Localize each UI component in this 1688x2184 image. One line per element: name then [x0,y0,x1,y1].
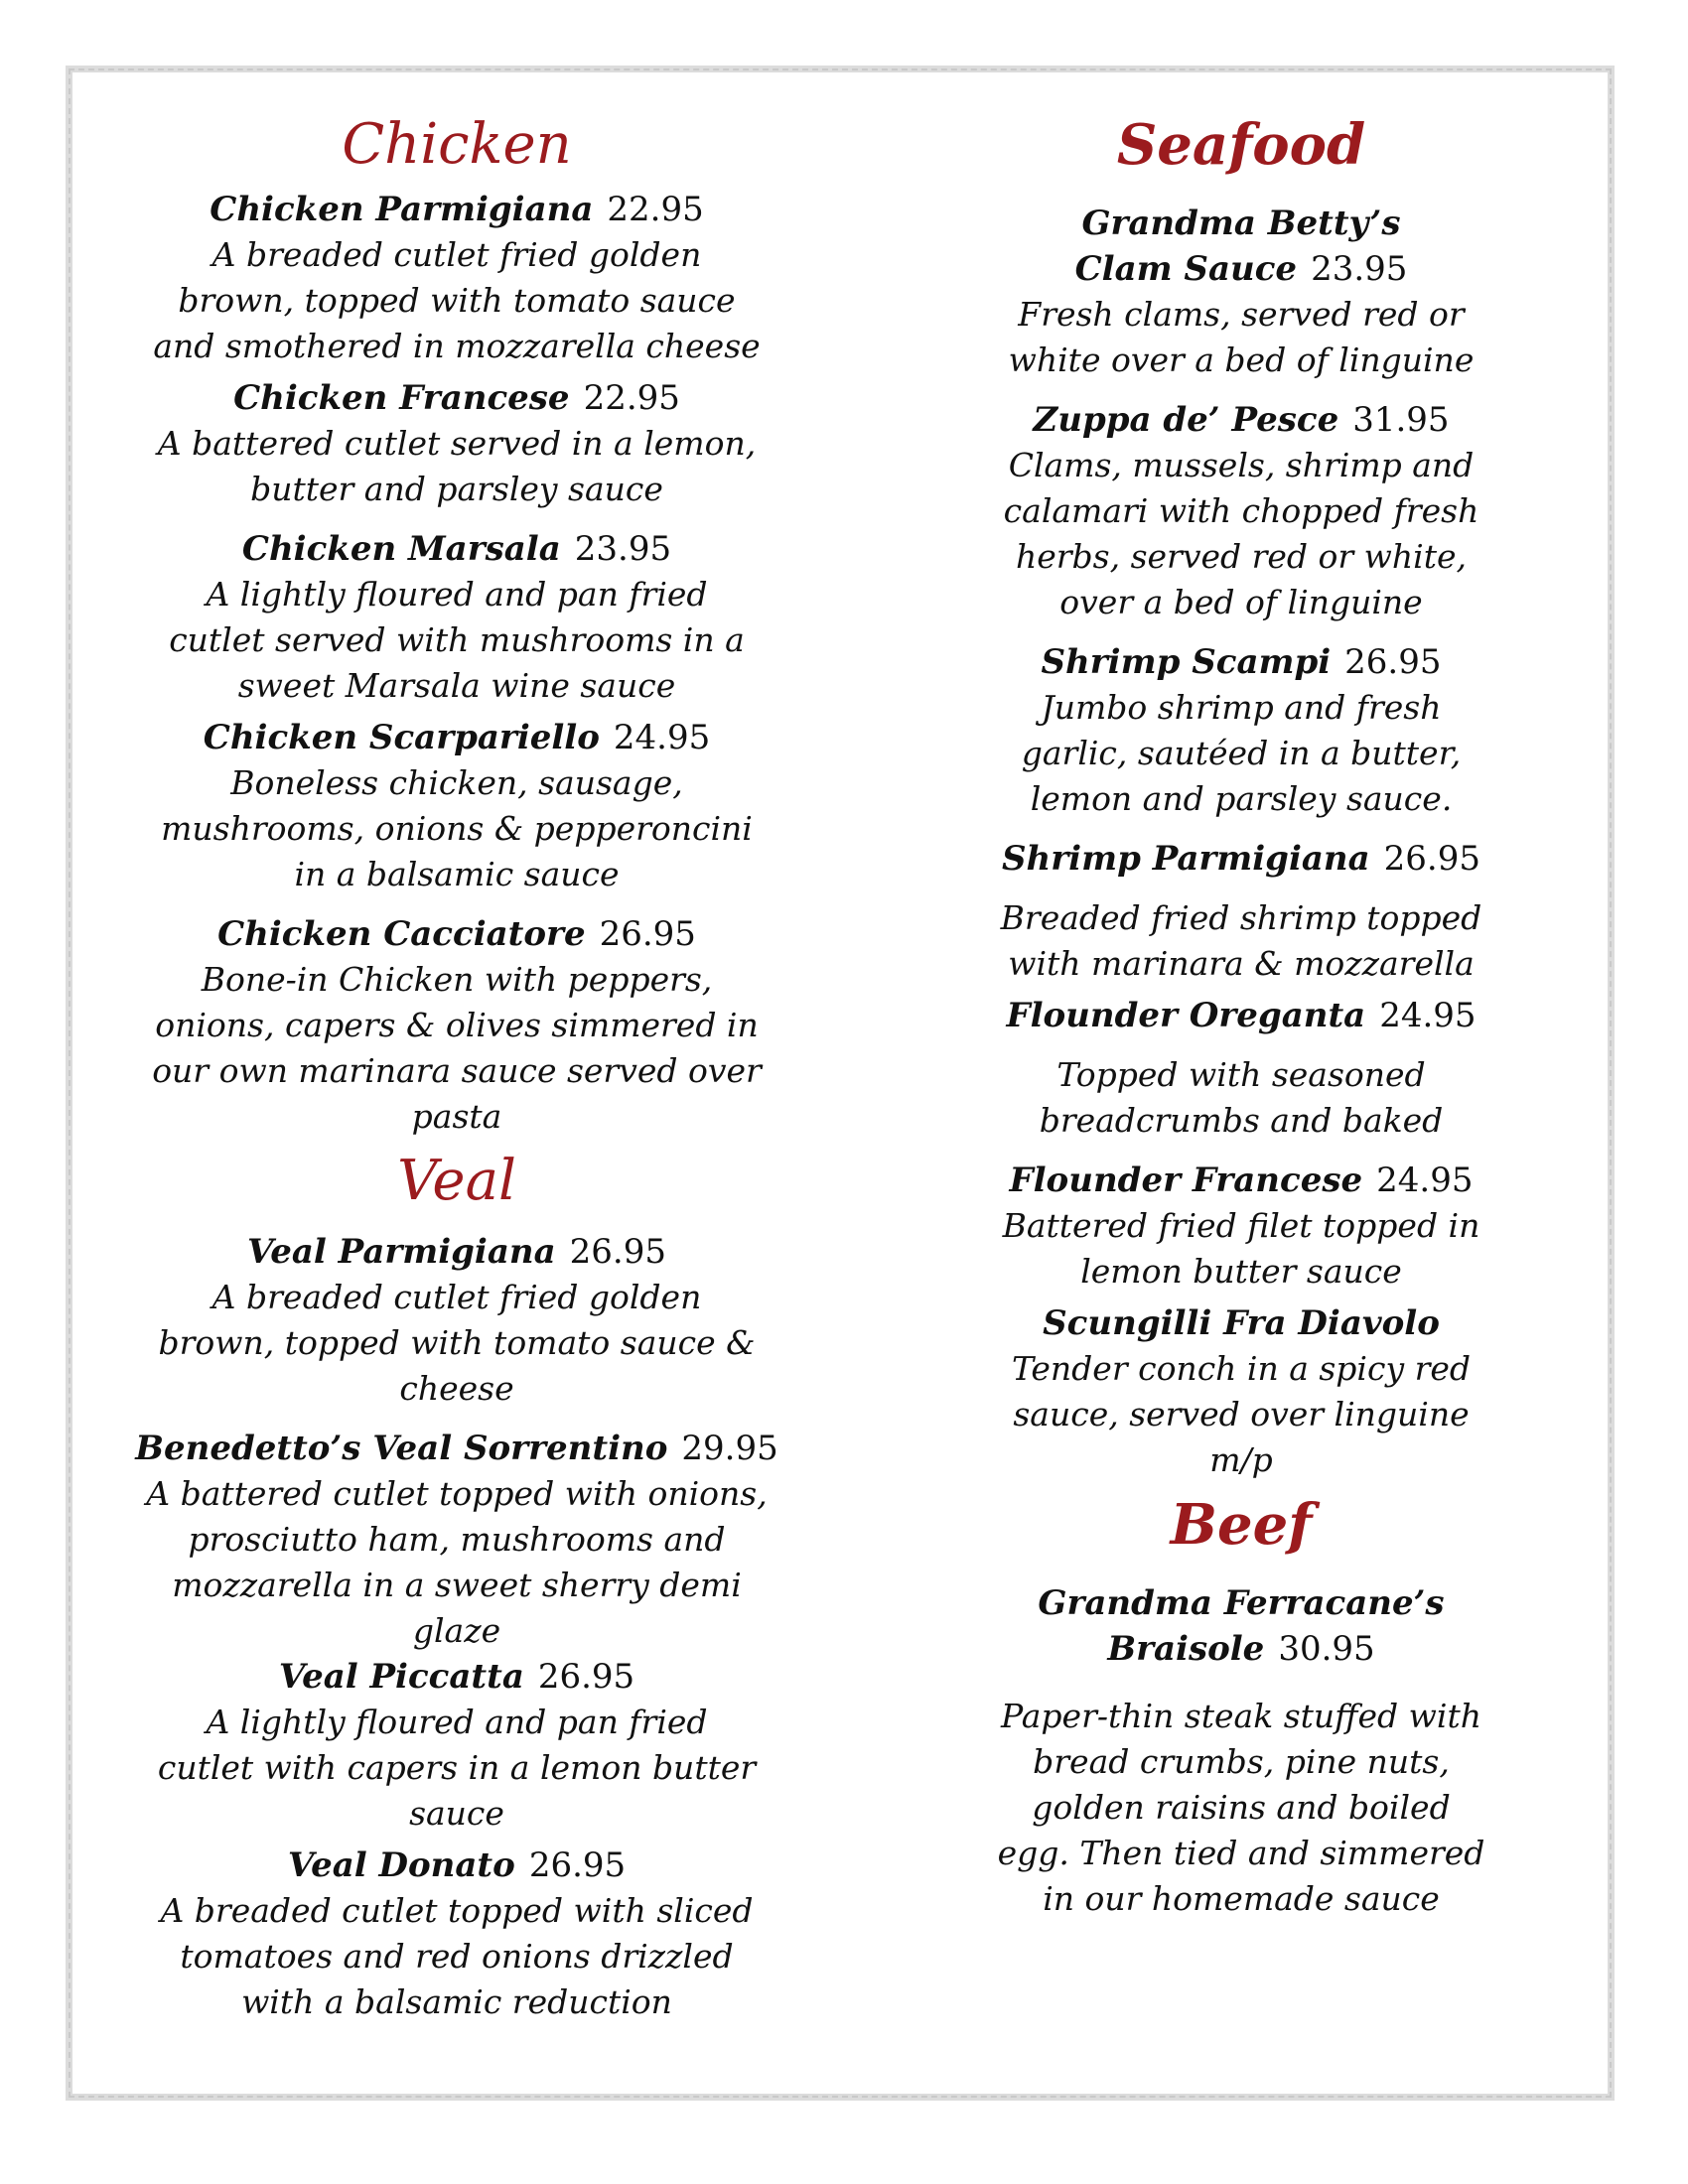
menu-item [94,526,819,709]
item-desc-line: A battered cutlet served in a lemon, [157,424,757,463]
item-name: Benedetto’s Veal Sorrentino [135,1429,668,1468]
item-heading [94,1229,819,1275]
item-desc-line: A lightly floured and pan fried [206,575,708,614]
menu-item [933,639,1549,822]
item-name: Scungilli Fra Diavolo [1043,1303,1440,1343]
item-name: Clam Sauce [1074,249,1298,289]
menu-item [94,1426,819,1654]
item-name: Flounder Francese [1009,1160,1363,1200]
item-desc-line: Jumbo shrimp and fresh [1041,688,1442,727]
item-desc-line: with a balsamic reduction [241,1982,672,2021]
item-price: 24.95 [1376,1160,1474,1200]
item-price: 23.95 [574,529,672,569]
item-name-line1: Grandma Betty’s [1081,204,1401,243]
item-desc-line: mushrooms, onions & pepperoncini [161,809,753,848]
item-desc-line: in our homemade sauce [1043,1879,1440,1918]
item-heading [94,526,819,572]
item-desc-line: Clams, mussels, shrimp and [1008,446,1475,484]
item-heading [933,246,1549,292]
item-heading [933,836,1549,882]
item-price: 31.95 [1352,400,1450,440]
menu-item [933,836,1549,987]
section-title-chicken: Chicken [342,112,572,177]
item-heading [94,1843,819,1888]
left-column [94,103,819,2025]
item-desc-line: A breaded cutlet fried golden [211,1278,702,1316]
item-price: 23.95 [1311,249,1408,289]
item-price: 22.95 [583,378,680,418]
item-name: Veal Donato [287,1845,515,1885]
item-name-line1: Grandma Ferracane’s [1038,1583,1445,1623]
item-desc-line: garlic, sautéed in a butter, [1021,734,1462,772]
menu-item [94,187,819,369]
item-desc-line: in a balsamic sauce [294,855,620,893]
item-price: 30.95 [1278,1629,1375,1669]
item-name: Veal Piccatta [278,1657,524,1697]
item-desc-line: calamari with chopped fresh [1003,491,1479,530]
menu-item [94,1843,819,2025]
item-heading [933,1300,1549,1346]
item-heading [933,993,1549,1038]
item-heading [933,1158,1549,1203]
item-heading [933,639,1549,685]
item-desc-line: brown, topped with tomato sauce & [158,1323,756,1362]
item-desc-line: herbs, served red or white, [1015,537,1467,576]
item-name: Shrimp Scampi [1041,642,1332,682]
item-desc-line: tomatoes and red onions drizzled [180,1937,734,1976]
item-price: 26.95 [1344,642,1442,682]
item-heading [94,187,819,232]
item-desc-line: sweet Marsala wine sauce [237,666,676,705]
item-desc-line: sauce, served over linguine [1013,1395,1470,1433]
item-name: Chicken Scarpariello [203,718,600,757]
item-name: Braisole [1107,1629,1265,1669]
item-heading [94,911,819,957]
item-name: Flounder Oreganta [1006,996,1366,1035]
item-desc-line: butter and parsley sauce [250,470,663,508]
section-title-veal: Veal [397,1149,516,1213]
item-price: 26.95 [537,1657,635,1697]
item-desc-line: Battered fried filet topped in [1002,1206,1480,1245]
menu-item [94,375,819,512]
item-desc-line: A breaded cutlet topped with sliced [160,1891,754,1930]
item-price: 24.95 [1379,996,1477,1035]
menu-item [933,1300,1549,1483]
menu-item [94,911,819,1140]
item-desc-line: bread crumbs, pine nuts, [1033,1742,1450,1781]
item-heading [933,1626,1549,1672]
item-price: 22.95 [607,190,704,229]
item-desc-line: over a bed of linguine [1059,583,1423,621]
item-price: 26.95 [1383,839,1480,879]
item-price: 29.95 [681,1429,778,1468]
item-name: Veal Parmigiana [247,1232,556,1272]
menu-item [94,1654,819,1837]
item-name: Zuppa de’ Pesce [1033,400,1339,440]
item-heading [94,1654,819,1700]
item-desc-line: Fresh clams, served red or [1018,295,1465,334]
item-name: Chicken Francese [233,378,570,418]
item-desc-line: mozzarella in a sweet sherry demi [172,1566,742,1604]
item-desc-line: pasta [411,1097,502,1136]
menu-item [933,993,1549,1144]
item-desc-line: glaze [412,1611,501,1650]
item-price: 26.95 [569,1232,666,1272]
item-name: Shrimp Parmigiana [1002,839,1370,879]
item-heading [933,397,1549,443]
menu-item [933,201,1549,383]
right-column [933,103,1549,1922]
item-desc-line: breadcrumbs and baked [1039,1101,1444,1140]
section-title-beef: Beef [1170,1492,1313,1558]
item-desc-line: lemon butter sauce [1080,1252,1402,1291]
item-desc-line: m/p [1209,1440,1273,1479]
item-desc-line: and smothered in mozzarella cheese [153,327,761,365]
item-price: 26.95 [599,914,696,954]
menu-item [933,1580,1549,1922]
item-desc-line: Paper-thin steak stuffed with [1001,1697,1481,1735]
item-desc-line: A lightly floured and pan fried [206,1703,708,1741]
item-name: Chicken Cacciatore [217,914,586,954]
item-price: 24.95 [613,718,711,757]
item-desc-line: onions, capers & olives simmered in [155,1006,759,1044]
item-heading [94,375,819,421]
item-desc-line: Topped with seasoned [1056,1055,1426,1094]
item-desc-line: our own marinara sauce served over [152,1051,762,1090]
item-price: 26.95 [528,1845,627,1885]
item-desc-line: cutlet served with mushrooms in a [169,620,745,659]
item-desc-line: Breaded fried shrimp topped [1000,898,1482,937]
item-desc-line: sauce [409,1794,504,1833]
item-desc-line: A battered cutlet topped with onions, [146,1474,768,1513]
menu-item [933,1158,1549,1295]
item-desc-line: Bone-in Chicken with peppers, [201,960,713,999]
item-heading [94,715,819,760]
item-desc-line: with marinara & mozzarella [1008,944,1475,983]
item-name: Chicken Parmigiana [210,190,594,229]
item-desc-line: golden raisins and boiled [1032,1788,1451,1827]
item-desc-line: cutlet with capers in a lemon butter [157,1748,757,1787]
item-desc-line: brown, topped with tomato sauce [178,281,736,320]
section-title-seafood: Seafood [1116,112,1366,178]
item-desc-line: Boneless chicken, sausage, [230,763,683,802]
item-name: Chicken Marsala [241,529,561,569]
item-desc-line: cheese [399,1369,514,1408]
item-desc-line: lemon and parsley sauce. [1030,779,1453,818]
item-desc-line: prosciutto ham, mushrooms and [188,1520,726,1559]
item-heading [94,1426,819,1471]
item-desc-line: white over a bed of linguine [1008,341,1475,379]
item-desc-line: egg. Then tied and simmered [997,1834,1485,1872]
item-desc-line: Tender conch in a spicy red [1011,1349,1472,1388]
menu-item [94,715,819,897]
menu-item [94,1229,819,1412]
menu-item [933,397,1549,625]
item-desc-line: A breaded cutlet fried golden [211,235,702,274]
